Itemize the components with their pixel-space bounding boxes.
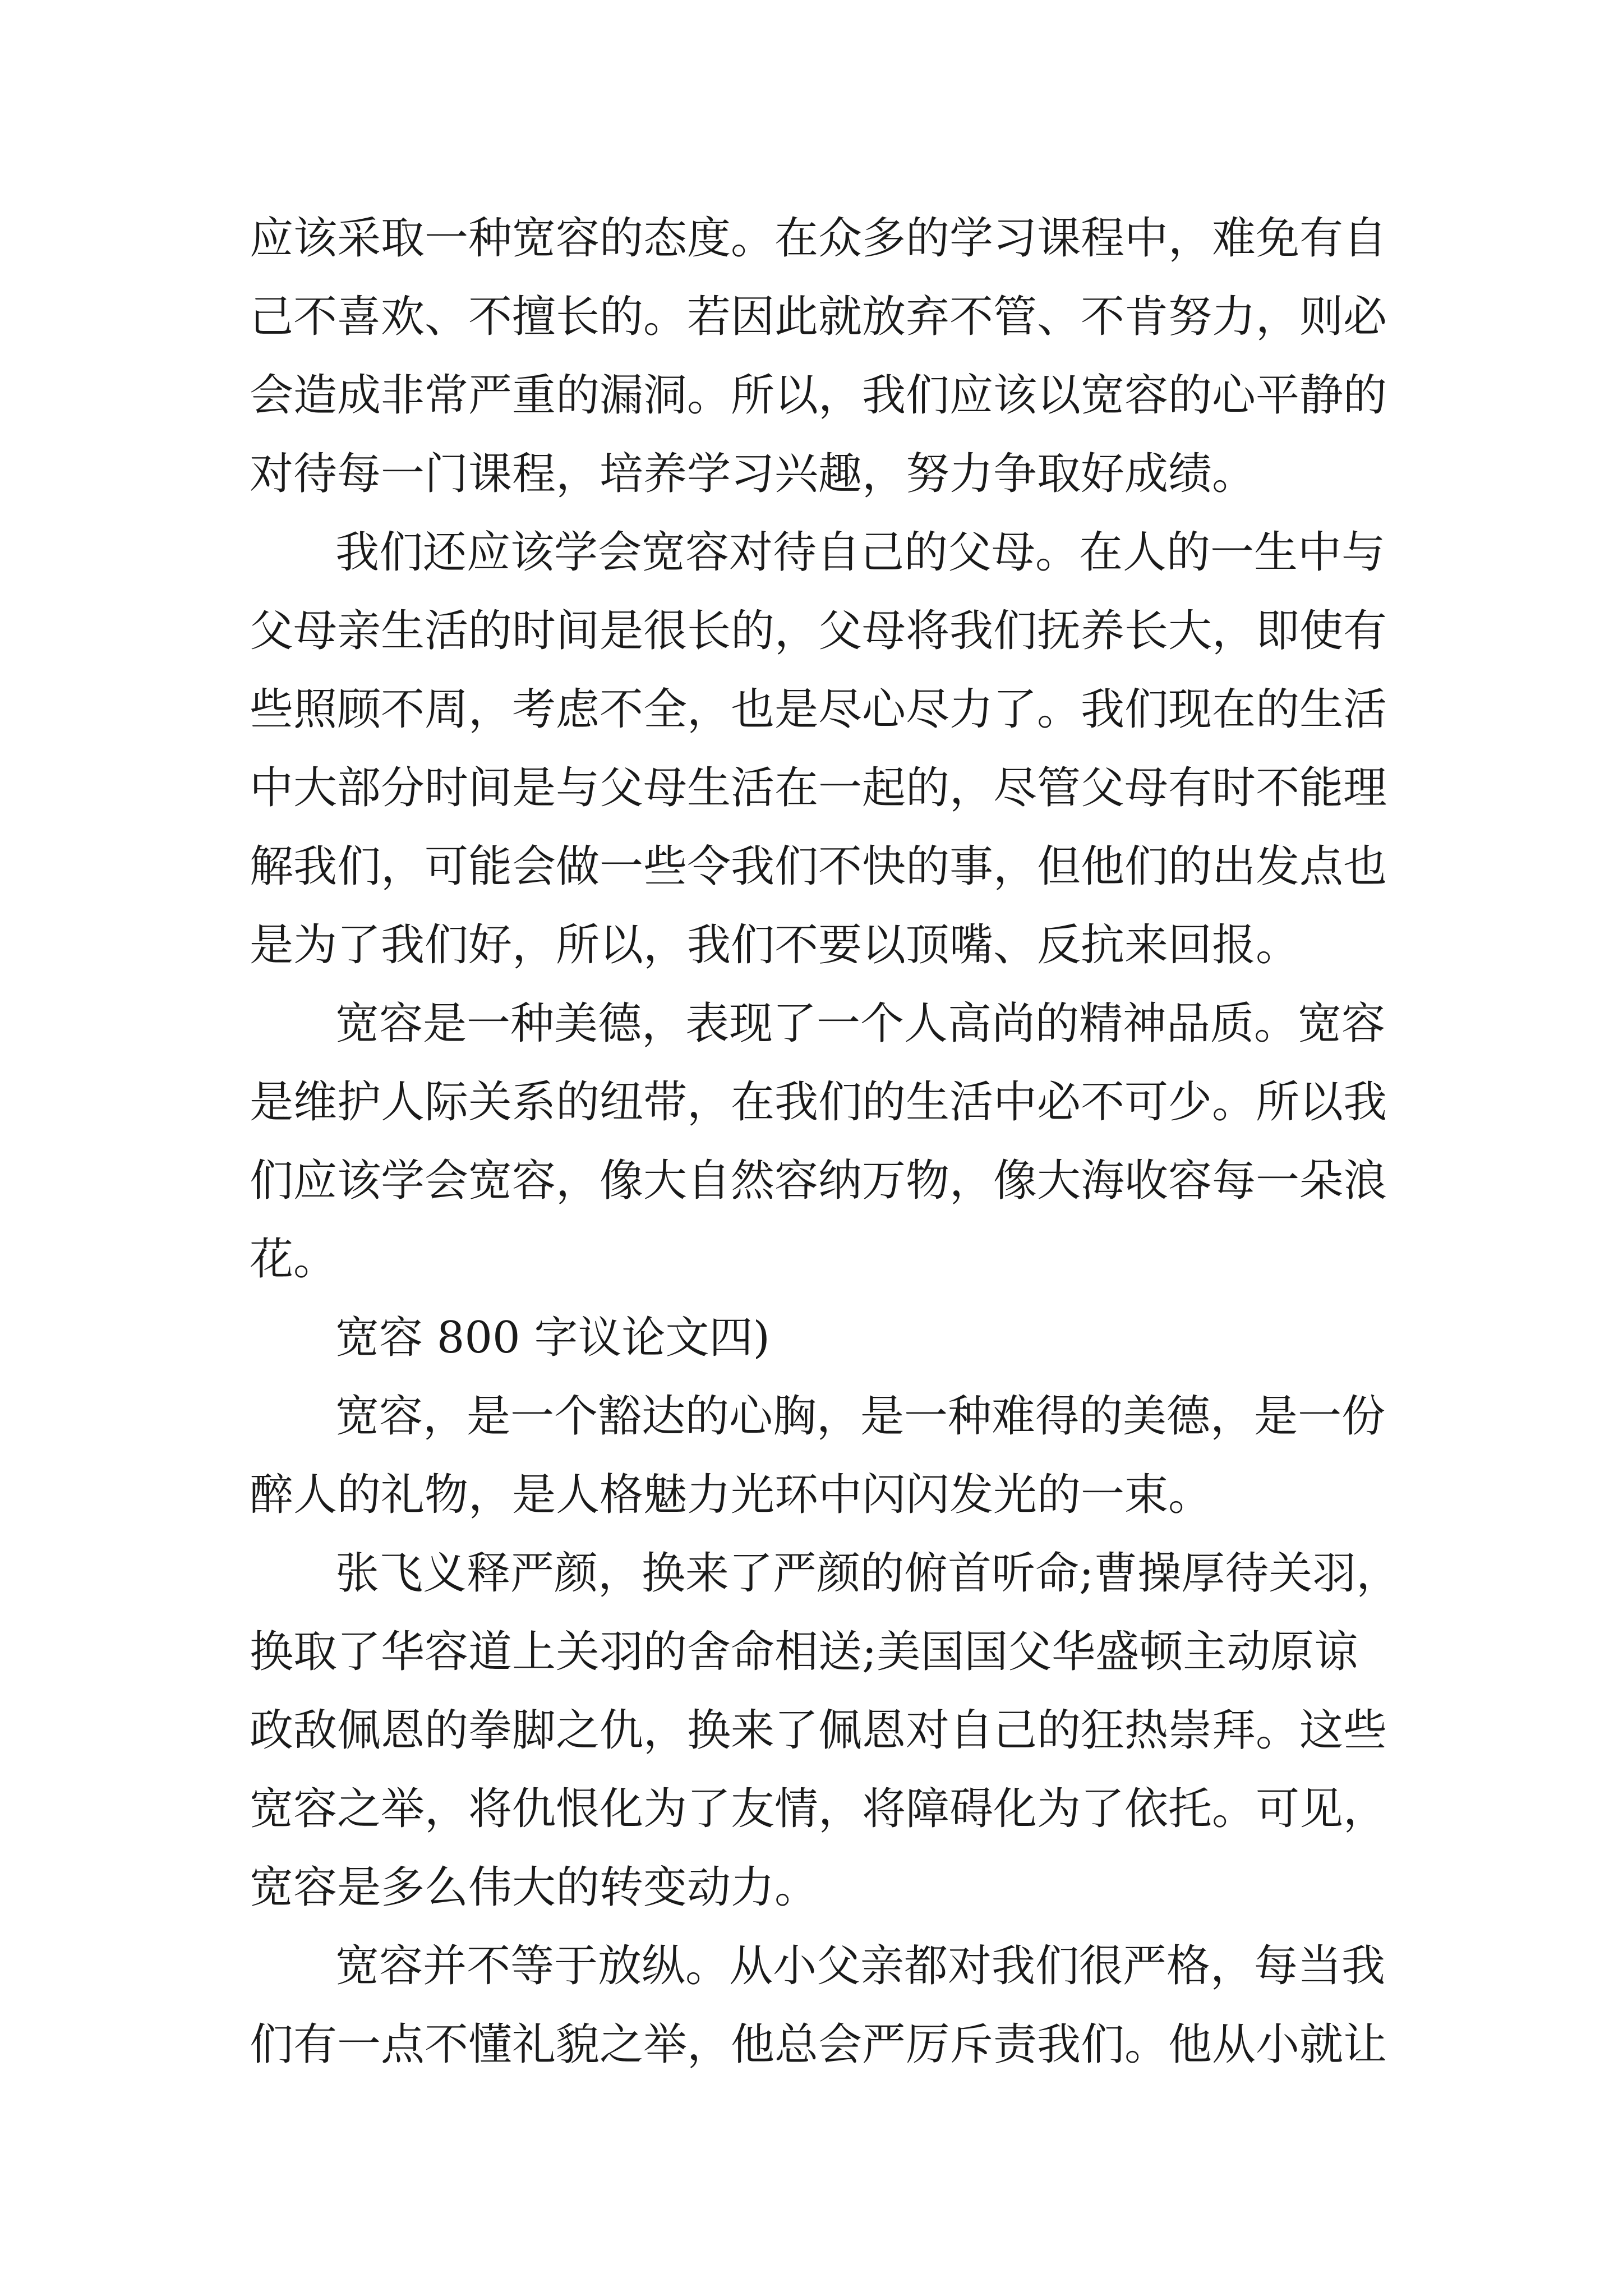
section-heading: 宽容 800 字议论文四) — [335, 1313, 770, 1363]
text-line: 宽容之举，将仇恨化为了友情，将障碍化为了依托。可见， — [250, 1784, 1387, 1834]
text-line: 解我们，可能会做一些令我们不快的事，但他们的出发点也 — [250, 841, 1387, 892]
text-line: 是为了我们好，所以，我们不要以顶嘴、反抗来回报。 — [250, 920, 1300, 970]
text-line: 父母亲生活的时间是很长的，父母将我们抚养长大，即使有 — [250, 606, 1387, 656]
text-line: 换取了华容道上关羽的舍命相送;美国国父华盛顿主动原谅 — [250, 1627, 1358, 1677]
text-line: 政敌佩恩的拳脚之仇，换来了佩恩对自己的狂热崇拜。这些 — [250, 1705, 1387, 1756]
text-line: 会造成非常严重的漏洞。所以，我们应该以宽容的心平静的 — [250, 370, 1387, 421]
text-line: 应该采取一种宽容的态度。在众多的学习课程中，难免有自 — [250, 213, 1387, 264]
paragraph-first-line: 宽容，是一个豁达的心胸，是一种难得的美德，是一份 — [335, 1391, 1386, 1442]
paragraph-first-line: 宽容是一种美德，表现了一个人高尚的精神品质。宽容 — [335, 999, 1386, 1049]
paragraph-first-line: 宽容并不等于放纵。从小父亲都对我们很严格，每当我 — [335, 1941, 1386, 1991]
text-line: 对待每一门课程，培养学习兴趣，努力争取好成绩。 — [250, 449, 1256, 499]
text-line: 是维护人际关系的纽带，在我们的生活中必不可少。所以我 — [250, 1077, 1387, 1128]
text-line: 中大部分时间是与父母生活在一起的，尽管父母有时不能理 — [250, 763, 1387, 813]
paragraph-first-line: 我们还应该学会宽容对待自己的父母。在人的一生中与 — [335, 527, 1386, 578]
text-line: 己不喜欢、不擅长的。若因此就放弃不管、不肯努力，则必 — [250, 292, 1387, 342]
text-line: 花。 — [250, 1234, 338, 1285]
text-line: 宽容是多么伟大的转变动力。 — [250, 1862, 819, 1913]
paragraph-first-line: 张飞义释严颜，换来了严颜的俯首听命;曹操厚待关羽， — [335, 1548, 1400, 1599]
text-line: 醉人的礼物，是人格魅力光环中闪闪发光的一束。 — [250, 1470, 1212, 1520]
text-line: 们有一点不懂礼貌之举，他总会严厉斥责我们。他从小就让 — [250, 2019, 1387, 2070]
text-line: 些照顾不周，考虑不全，也是尽心尽力了。我们现在的生活 — [250, 684, 1387, 735]
text-line: 们应该学会宽容，像大自然容纳万物，像大海收容每一朵浪 — [250, 1156, 1387, 1206]
